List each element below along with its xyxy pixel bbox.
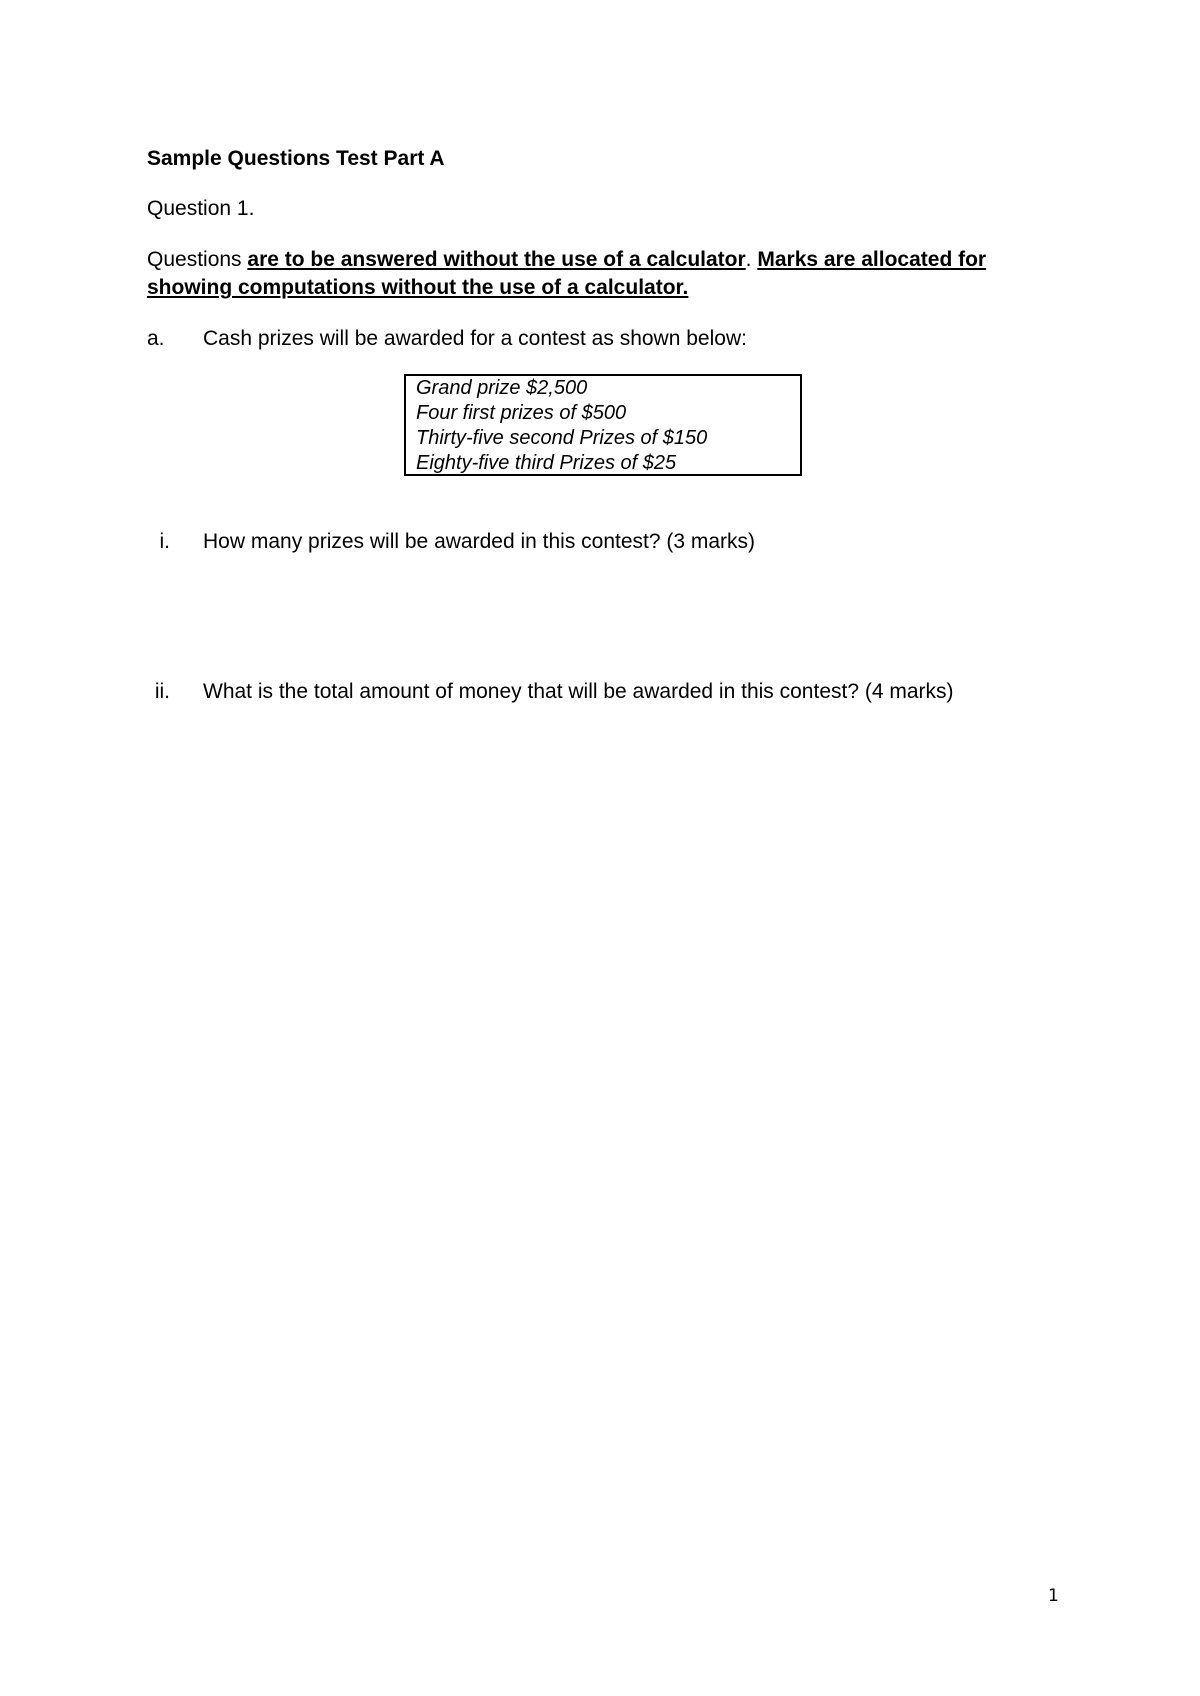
part-a-text: Cash prizes will be awarded for a contest as shown below: <box>203 327 747 350</box>
prize-line-second: Thirty-five second Prizes of $150 <box>416 427 708 449</box>
sub-question-ii-marker: ii. <box>154 680 170 703</box>
prize-line-first: Four first prizes of $500 <box>416 402 627 424</box>
page-title: Sample Questions Test Part A <box>147 147 445 170</box>
instructions-prefix: Questions <box>147 248 248 271</box>
instructions-separator: . <box>745 248 758 271</box>
sub-question-i-marker: i. <box>159 530 170 553</box>
instructions-emphasis-calculator: are to be answered without the use of a calculator <box>247 248 746 271</box>
prize-line-grand: Grand prize $2,500 <box>416 377 588 399</box>
prize-line-third: Eighty-five third Prizes of $25 <box>416 452 677 474</box>
part-a-marker: a. <box>147 327 165 350</box>
prize-box <box>404 374 802 476</box>
question-label: Question 1. <box>147 197 255 220</box>
sub-question-ii-text: What is the total amount of money that will be awarded in this contest? (4 marks) <box>203 680 954 703</box>
sub-question-i-text: How many prizes will be awarded in this contest? (3 marks) <box>203 530 756 553</box>
instructions-paragraph <box>147 246 1057 302</box>
instructions-emphasis-marks: Marks are allocated for showing computations without the use of a calculator. <box>147 248 987 299</box>
page-number: 1 <box>1048 1586 1059 1606</box>
